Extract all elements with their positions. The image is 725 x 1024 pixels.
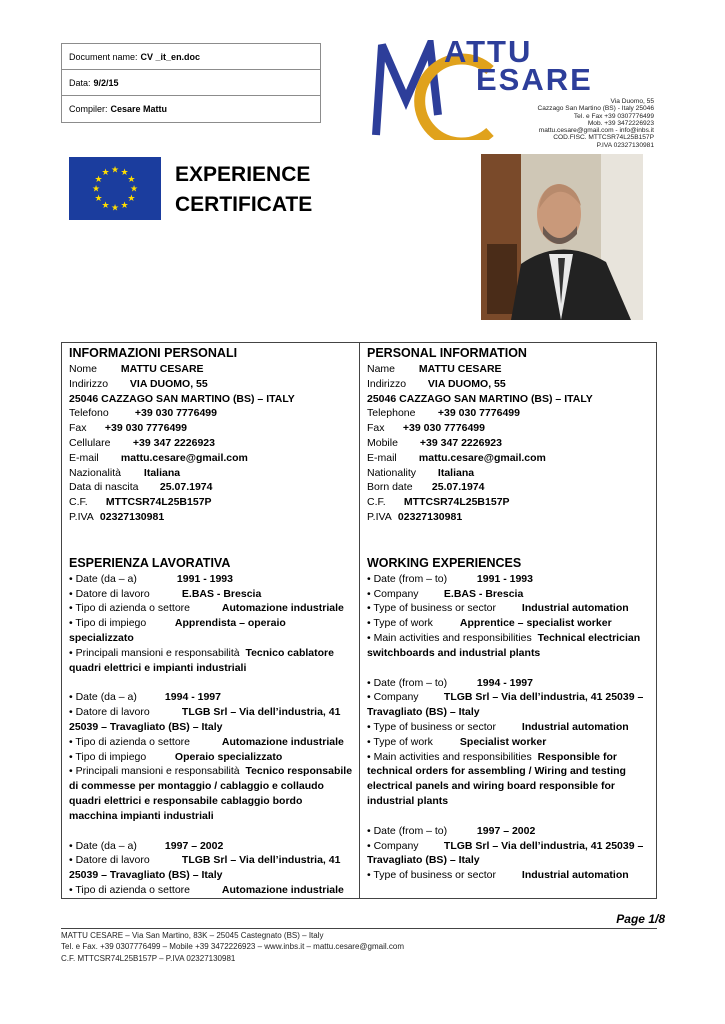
personal-row — [69, 377, 353, 392]
job-employer: E.BAS - Brescia — [181, 587, 262, 600]
personal-label: C.F. — [69, 496, 88, 509]
date-value: 9/2/15 — [93, 77, 119, 88]
job-date: 1997 – 2002 — [164, 839, 224, 852]
job-employer-label: • Company — [367, 587, 419, 600]
job-entry — [69, 690, 353, 823]
page-footer — [61, 930, 404, 964]
job-employer: TLGB Srl – Via dell’industria, 41 25039 – Travagliato (BS) – Italy — [367, 691, 644, 719]
personal-row — [367, 421, 650, 436]
personal-label: Telefono — [69, 407, 109, 420]
job-type-label: • Tipo di azienda o settore — [69, 735, 191, 748]
eu-star-icon: ★ — [120, 200, 129, 211]
job-employer-label: • Company — [367, 691, 419, 704]
personal-value: +39 347 2226923 — [419, 436, 502, 449]
job-employer-label: • Datore di lavoro — [69, 706, 150, 719]
personal-value: MTTCSR74L25B157P — [105, 496, 212, 509]
job-date-label: • Date (from – to) — [367, 676, 448, 689]
job-work: Specialist worker — [459, 735, 547, 748]
personal-label: Telephone — [367, 407, 416, 420]
personal-value: 25.07.1974 — [431, 481, 485, 494]
section-heading-experience-it: ESPERIENZA LAVORATIVA — [69, 555, 231, 570]
eu-star-icon: ★ — [101, 200, 110, 211]
document-name-row — [62, 44, 320, 70]
logo-contact-info — [537, 98, 654, 149]
job-resp: Tecnico responsabile di commesse per montaggio / cablaggio e collaudo quadri elettrici e responsabile cablaggio bordo macchina impianti industriali — [69, 765, 353, 822]
personal-value: +39 030 7776499 — [134, 407, 217, 420]
personal-label: Nome — [69, 363, 98, 375]
eu-star-icon: ★ — [127, 175, 136, 185]
eu-star-icon: ★ — [101, 168, 110, 179]
personal-label: Name — [367, 363, 396, 375]
section-heading-experience-en: WORKING EXPERIENCES — [367, 555, 522, 570]
job-type: Industrial automation — [521, 869, 629, 882]
logo-info-line: COD.FISC. MTTCSR74L25B157P — [553, 134, 654, 142]
personal-row — [367, 362, 650, 377]
personal-value: Italiana — [143, 466, 181, 479]
eu-star-icon: ★ — [94, 194, 103, 204]
footer-line: MATTU CESARE – Via San Martino, 83K – 25045 Castegnato (BS) – Italy — [61, 931, 324, 940]
personal-value: +39 030 7776499 — [437, 407, 520, 420]
cv-table — [61, 342, 657, 899]
personal-value: MTTCSR74L25B157P — [403, 496, 510, 509]
personal-value: 02327130981 — [99, 510, 165, 523]
personal-value: mattu.cesare@gmail.com — [418, 451, 546, 464]
personal-value: 02327130981 — [397, 510, 463, 523]
job-entry — [69, 572, 353, 676]
job-date-label: • Date (da – a) — [69, 839, 137, 852]
job-date-label: • Date (from – to) — [367, 824, 448, 837]
job-type: Automazione industriale — [221, 602, 344, 615]
personal-value: +39 030 7776499 — [104, 422, 187, 435]
compiler-value: Cesare Mattu — [110, 104, 168, 114]
personal-row — [367, 510, 650, 525]
job-date-label: • Date (da – a) — [69, 691, 137, 704]
title-line-1: EXPERIENCE — [175, 163, 311, 186]
footer-line: C.F. MTTCSR74L25B157P – P.IVA 02327130981 — [61, 953, 236, 963]
page-title — [175, 160, 312, 220]
personal-row — [367, 451, 650, 466]
job-resp: Tecnico cablatore quadri elettrici e impianti industriali — [69, 646, 334, 674]
job-date: 1994 - 1997 — [164, 691, 221, 704]
job-date-label: • Date (da – a) — [69, 572, 137, 585]
job-type: Industrial automation — [521, 720, 629, 733]
job-entry — [367, 676, 650, 809]
job-date: 1997 – 2002 — [476, 824, 536, 837]
job-type-label: • Type of business or sector — [367, 720, 496, 733]
job-employer: TLGB Srl – Via dell’industria, 41 25039 – Travagliato (BS) – Italy — [69, 706, 341, 733]
eu-star-icon: ★ — [127, 194, 136, 204]
section-heading-personal-en: PERSONAL INFORMATION — [367, 346, 527, 360]
personal-label: P.IVA — [69, 510, 94, 523]
personal-label: Fax — [367, 422, 385, 435]
job-employer-label: • Company — [367, 839, 419, 852]
personal-label: E-mail — [69, 451, 99, 464]
eu-star-icon: ★ — [120, 168, 129, 179]
logo-word-esare: ESARE — [476, 62, 593, 97]
footer-line: Tel. e Fax. +39 0307776499 – Mobile +39 3472226923 – www.inbs.it – mattu.cesare@gmail.com — [61, 942, 404, 952]
date-row — [62, 70, 320, 96]
personal-value: 25.07.1974 — [159, 481, 213, 494]
job-type-label: • Type of business or sector — [367, 602, 496, 615]
job-date: 1991 - 1993 — [476, 572, 533, 585]
personal-row — [69, 495, 353, 510]
personal-value: MATTU CESARE — [120, 363, 204, 375]
job-work-label: • Type of work — [367, 735, 433, 748]
logo-info-line: Tel. e Fax +39 0307776499 — [573, 112, 654, 120]
eu-flag-icon — [69, 157, 161, 220]
job-date-label: • Date (from – to) — [367, 572, 448, 585]
job-type: Automazione industriale — [221, 883, 344, 896]
job-entry — [367, 824, 650, 883]
job-employer: E.BAS - Brescia — [443, 587, 524, 600]
personal-label: Nationality — [367, 466, 417, 479]
personal-row — [367, 480, 650, 495]
job-employer-label: • Datore di lavoro — [69, 587, 150, 600]
personal-row — [69, 451, 353, 466]
personal-row — [367, 406, 650, 421]
document-metadata-box — [61, 43, 321, 123]
job-work: Operaio specializzato — [174, 750, 283, 763]
eu-star-icon: ★ — [110, 165, 120, 176]
logo-info-line: Via Duomo, 55 — [610, 98, 654, 105]
job-employer: TLGB Srl – Via dell’industria, 41 25039 – Travagliato (BS) – Italy — [367, 839, 644, 867]
job-type: Automazione industriale — [221, 735, 344, 748]
personal-value: 25046 CAZZAGO SAN MARTINO (BS) – ITALY — [367, 392, 593, 405]
personal-label: Indirizzo — [367, 377, 407, 390]
logo-info-line: Mob. +39 3472226923 — [587, 119, 654, 127]
english-column — [360, 343, 656, 898]
personal-value: +39 347 2226923 — [132, 436, 215, 449]
personal-value: MATTU CESARE — [418, 363, 502, 375]
document-name-value: CV _it_en.doc — [140, 51, 201, 62]
personal-value: VIA DUOMO, 55 — [427, 377, 506, 390]
personal-row — [69, 466, 353, 481]
eu-star-icon: ★ — [129, 184, 139, 195]
job-type: Industrial automation — [521, 602, 629, 615]
section-heading-personal-it: INFORMAZIONI PERSONALI — [69, 346, 238, 360]
personal-value: 25046 CAZZAGO SAN MARTINO (BS) – ITALY — [69, 392, 295, 405]
eu-star-icon: ★ — [110, 203, 120, 214]
compiler-row — [62, 96, 320, 122]
personal-row — [367, 495, 650, 510]
job-type-label: • Tipo di azienda o settore — [69, 883, 191, 896]
personal-value: Italiana — [437, 466, 475, 479]
italian-column — [62, 343, 360, 898]
personal-label: Indirizzo — [69, 377, 109, 390]
job-work-label: • Tipo di impiego — [69, 750, 147, 763]
personal-label: Cellulare — [69, 436, 111, 449]
personal-row — [69, 480, 353, 495]
job-employer-label: • Datore di lavoro — [69, 854, 150, 867]
logo-info-line: mattu.cesare@gmail.com - info@inbs.it — [538, 127, 654, 135]
date-label: Data: — [69, 77, 91, 88]
job-resp-label: • Principali mansioni e responsabilità — [69, 646, 240, 659]
eu-star-icon: ★ — [91, 184, 101, 195]
job-date: 1994 - 1997 — [476, 676, 533, 689]
portrait-photo — [481, 154, 643, 320]
job-type-label: • Type of business or sector — [367, 869, 496, 882]
compiler-label: Compiler: — [69, 104, 108, 114]
personal-row — [69, 362, 353, 377]
personal-value: mattu.cesare@gmail.com — [120, 451, 248, 464]
page-number: Page 1/8 — [616, 912, 665, 926]
personal-label: C.F. — [367, 496, 386, 509]
logo-word-attu: ATTU — [444, 34, 533, 69]
personal-label: P.IVA — [367, 510, 392, 523]
personal-row — [69, 421, 353, 436]
job-type-label: • Tipo di azienda o settore — [69, 602, 191, 615]
eu-star-icon: ★ — [94, 175, 103, 185]
job-resp: Responsible for technical orders for assembling / Wiring and testing electrical panels and wiring board responsible for industrial plants — [367, 750, 626, 807]
personal-value: +39 030 7776499 — [402, 422, 485, 435]
personal-row — [69, 392, 353, 407]
personal-label: Nazionalità — [69, 466, 121, 479]
personal-label: E-mail — [367, 451, 397, 464]
job-date: 1991 - 1993 — [176, 572, 233, 585]
personal-row — [367, 436, 650, 451]
personal-row — [367, 377, 650, 392]
job-resp-label: • Main activities and responsibilities — [367, 750, 532, 763]
personal-row — [367, 392, 650, 407]
job-entry — [367, 572, 650, 661]
personal-label: Data di nascita — [69, 481, 139, 494]
personal-label: Fax — [69, 422, 87, 435]
personal-row — [69, 510, 353, 525]
footer-divider — [61, 928, 657, 929]
job-resp-label: • Main activities and responsibilities — [367, 631, 532, 644]
logo-info-line: P.IVA 02327130981 — [596, 141, 654, 149]
title-line-2: CERTIFICATE — [175, 193, 313, 216]
company-logo — [372, 34, 654, 149]
personal-label: Born date — [367, 481, 413, 494]
personal-value: VIA DUOMO, 55 — [129, 377, 208, 390]
personal-row — [367, 466, 650, 481]
job-work-label: • Tipo di impiego — [69, 617, 147, 630]
job-resp-label: • Principali mansioni e responsabilità — [69, 765, 240, 778]
personal-label: Mobile — [367, 436, 398, 449]
job-work-label: • Type of work — [367, 617, 433, 630]
personal-row — [69, 406, 353, 421]
job-employer: TLGB Srl – Via dell’industria, 41 25039 – Travagliato (BS) – Italy — [69, 854, 341, 882]
personal-row — [69, 436, 353, 451]
document-name-label: Document name: — [69, 51, 138, 62]
job-resp: Technical electrician switchboards and industrial plants — [367, 631, 641, 659]
job-work: Apprendista – operaio specializzato — [69, 617, 286, 644]
job-work: Apprentice – specialist worker — [459, 617, 612, 630]
logo-info-line: Cazzago San Martino (BS) - Italy 25046 — [537, 105, 654, 113]
job-entry — [69, 839, 353, 898]
